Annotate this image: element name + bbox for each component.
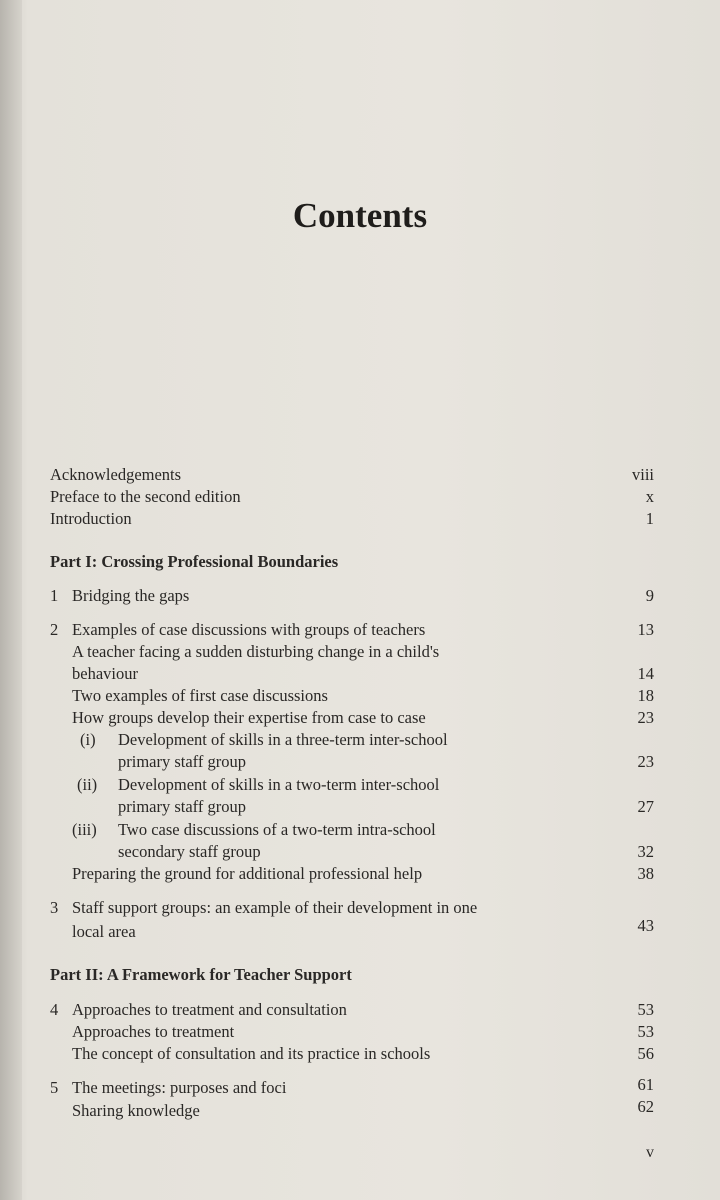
part-heading-2: Part II: A Framework for Teacher Support xyxy=(50,965,352,984)
page-title: Contents xyxy=(292,196,428,235)
page-number: v xyxy=(646,1144,654,1161)
book-page: Contents Acknowledgements viii Preface to the second edition x Introduction 1 Part I: Crossing Professional Boundaries 1 Bridging the gaps 9 2 Examples of case discussions with groups of teachers 13 A teacher facing a sudden disturbing change in a child's behaviour 14 Two examples of first case discussions 18 How groups develop their expertise from case to case 23 (i) Development of skills in a three-term inter-school primary staff group 23 (ii) Development of skills in a two-term inter-school primary staff group 27 (iii) Two case discussions of a two-term intra-school secondary staff group 32 Preparing the ground for additional professional help 38 3 Staff support groups: an example of their development in one local area 43 Part II: A Framework for Teacher Support 4 Approaches to treatment and consultation 53 Approaches to treatment 53 The concept of consultation and its practice in schools 56 5 The meetings: purposes and foci 61 Sharing knowledge 62 v xyxy=(0,0,720,1200)
part-heading-1: Part I: Crossing Professional Boundaries xyxy=(50,552,339,571)
page-gutter xyxy=(0,0,22,1200)
